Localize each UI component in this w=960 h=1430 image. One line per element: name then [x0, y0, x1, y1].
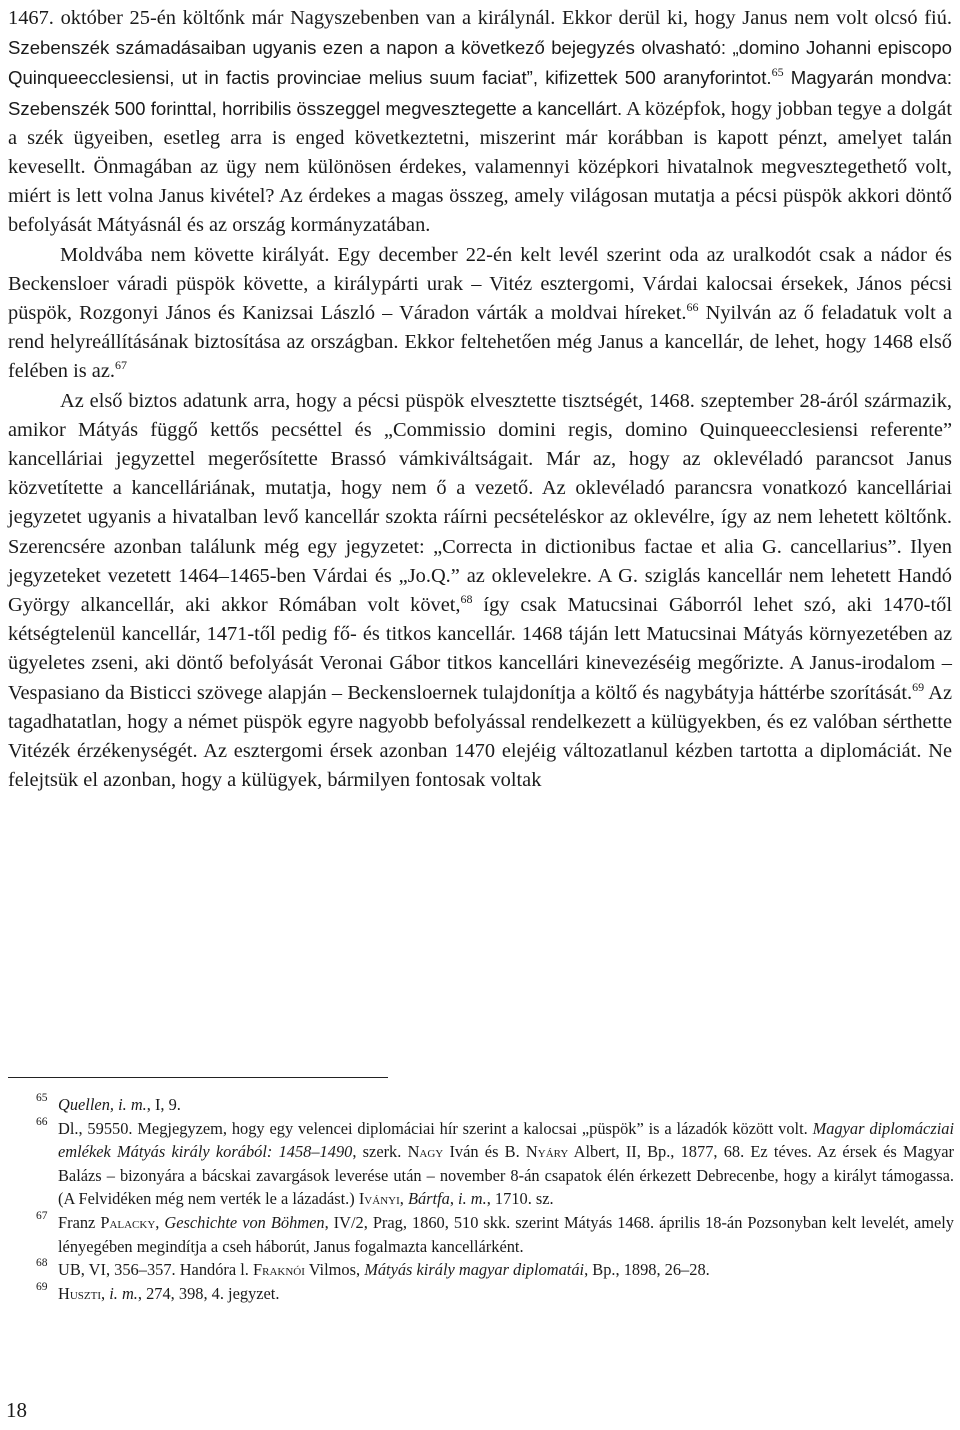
italic-text: Mátyás király magyar diplomatái	[364, 1260, 585, 1280]
text-run: Magyarán mondva: Szebenszék 500 forinttal, horribilis összeggel megvesztegette a kancellárt.	[8, 67, 952, 119]
text-run: UB, VI, 356–357. Handóra l.	[58, 1260, 253, 1280]
footnote	[36, 1258, 954, 1282]
author-name: Iványi	[358, 1189, 400, 1209]
footnote-number: 66	[36, 1115, 48, 1128]
text-run: ,	[449, 1189, 459, 1209]
text-run: Dl., 59550. Megjegyzem, hogy egy velencei diplomáciai hír szerint a kalocsai „püspök” is a lázadók között volt.	[58, 1118, 813, 1138]
italic-text: Magyar diplomácziai emlékek Mátyás király korából: 1458–1490	[58, 1118, 954, 1162]
text-run: így csak Matucsinai Gáborról lehet szó, aki 1470-től kétségtelenül kancellár, 1471-től pedig fő- és titkos kancellár. 1468 táján lett Matucsinai Mátyás környezetében az ügyeletes zseni, aki döntő befolyását Veronai Gábor titkos kancellári kinevezéséig megőrizte. A Janus-irodalom – Vespasiano da Bisticci szövege alapján – Beckensloernek tulajdonítja a költő és nagybátyja háttérbe szorítását.	[8, 594, 952, 704]
italic-text: Geschichte von Böhmen	[164, 1212, 325, 1232]
footnote	[36, 1117, 954, 1211]
italic-text: Bártfa	[407, 1189, 450, 1209]
footnote-number: 67	[36, 1209, 48, 1222]
footnote-ref: 69	[912, 679, 925, 694]
text-run: Moldvába nem követte királyát. Egy december 22-én kelt levél szerint oda az uralkodót csak a nádor és Beckensloer váradi püspök követte, a királypárti urak – Vitéz esztergomi, Várdai kalocsai érsekek, János pécsi püspök, Rozgonyi János és Kanizsai László – Váradon várták a moldvai híreket.	[8, 243, 952, 325]
text-run: Iván és B.	[443, 1142, 526, 1162]
text-run: Vilmos,	[304, 1260, 365, 1280]
paragraph	[8, 4, 952, 241]
paragraph	[8, 387, 952, 796]
footnote-ref: 67	[115, 358, 127, 373]
text-run: ,	[101, 1283, 110, 1303]
text-run: 1467. október 25-én költőnk már Nagyszebenben van a királynál. Ekkor derül ki, hogy Janus nem volt olcsó fiú.	[8, 7, 952, 29]
text-run: , Bp., 1898, 26–28.	[584, 1260, 710, 1280]
text-run: Az tagadhatatlan, hogy a német püspök egyre nagyobb befolyással rendelkezett a külügyekben, és ez valóban sérthette Vitézék érzékenységét. Az esztergomi érsek azonban 1470 elejéig változatlanul kézben tartotta a diplomáciát. Ne felejtsük el azonban, hogy a külügyek, bármilyen fontosak voltak	[8, 681, 952, 792]
text-run: ,	[155, 1212, 165, 1232]
footnote	[36, 1093, 954, 1117]
italic-text: Quellen, i. m.	[58, 1095, 147, 1114]
text-run: , IV/2, Prag, 1860, 510 skk. szerint Mátyás 1468. április 18-án Pozsonyban kelt levelét, amely lényegében megindítja a cseh háborút, Janus fogalmazta kancellárként.	[58, 1212, 955, 1256]
author-name: Nyáry	[525, 1142, 569, 1162]
italic-text: i. m.	[458, 1189, 487, 1209]
footnote	[36, 1211, 954, 1258]
author-name: Huszti	[58, 1283, 101, 1303]
footnote-ref: 65	[771, 65, 784, 80]
text-run: A középfok, hogy jobban tegye a dolgát a szék ügyeiben, esetleg arra is enged következtetni, miszerint már korábban is kapott pénzt, amelyet talán kevesellt. Önmagában az ügy nem különösen érdekes, valamennyi középkori hivatalnok megvesztegethető volt, miért is lett volna Janus kivétel? Az érdekes a magas összeg, amely világosan mutatja a pécsi püspök akkori döntő befolyását Mátyásnál és az ország kormányzatában.	[8, 97, 952, 237]
footnote-ref: 66	[686, 300, 699, 315]
text-run: Szebenszék számadásaiban ugyanis ezen a napon a következő bejegyzés olvasható: „domino Johanni episcopo Quinqueecclesiensi, ut in factis provinciae melius suum faciat”, kifizettek 500 aranyforintot.	[8, 37, 952, 89]
footnotes	[36, 1093, 954, 1305]
paragraph	[8, 241, 952, 387]
text-run: Nyilván az ő feladatuk volt a rend helyreállításának biztosítása az országban. Ekkor feltehetően még Janus a kancellár, de lehet, hogy 1468 első felében is az.	[8, 302, 952, 383]
footnote-separator	[8, 1077, 388, 1078]
author-name: Nagy	[407, 1142, 444, 1162]
text-run: , I, 9.	[146, 1095, 181, 1114]
text-run: Az első biztos adatunk arra, hogy a pécsi püspök elvesztette tisztségét, 1468. szeptember 28-áról származik, amikor Mátyás függő kettős pecséttel és „Commissio domini regis, domino Quinqueecclesiensi referente” kancelláriai jegyzettel megerősítette Brassó vámkiváltságait. Már az, hogy az oklevéladó parancsot Janus közvetítette a kancelláriának, mutatja, hogy nem ő a vezető. Az oklevéladó parancsra vonatkozó kancelláriai jegyzetet ugyanis a hivatalban levő kancellár szokta ráírni pecsételéskor az oklevélre, így az nem lehetett költőnk. Szerencsére azonban találunk még egy jegyzetet: „Correcta in dictionibus factae et alia G. cancellarius”. Ilyen jegyzeteket vezetett 1464–1465-ben Várdai és „Jo.Q.” az oklevelekre. A G. sziglás kancellár nem lehetett Handó György alkancellár, aki akkor Rómában volt követ,	[8, 389, 952, 617]
author-name: Palacky	[100, 1212, 156, 1232]
text-run: , 274, 398, 4. jegyzet.	[137, 1283, 280, 1303]
footnote-ref: 68	[460, 592, 473, 607]
text-run: , 1710. sz.	[486, 1189, 554, 1209]
text-run: Albert, II, Bp., 1877, 68. Ez téves. Az érsek és Magyar Balázs – bizonyára a bácskai zavargások leverése után – november 8-án csapatok élén érkezett Debrecenbe, hogy a királyt támogassa. (A Felvidéken még nem verték le a lázadást.)	[58, 1142, 954, 1209]
footnote-number: 68	[36, 1257, 48, 1270]
footnote-number: 65	[36, 1092, 48, 1104]
footnote-number: 69	[36, 1280, 48, 1293]
text-run: , szerk.	[352, 1142, 408, 1162]
footnote	[36, 1282, 954, 1306]
page-number: 18	[6, 1398, 27, 1422]
text-run: Franz	[58, 1212, 101, 1232]
italic-text: i. m.	[109, 1283, 138, 1303]
main-text	[8, 4, 952, 795]
text-run: ,	[399, 1189, 408, 1209]
author-name: Fraknói	[253, 1260, 305, 1280]
